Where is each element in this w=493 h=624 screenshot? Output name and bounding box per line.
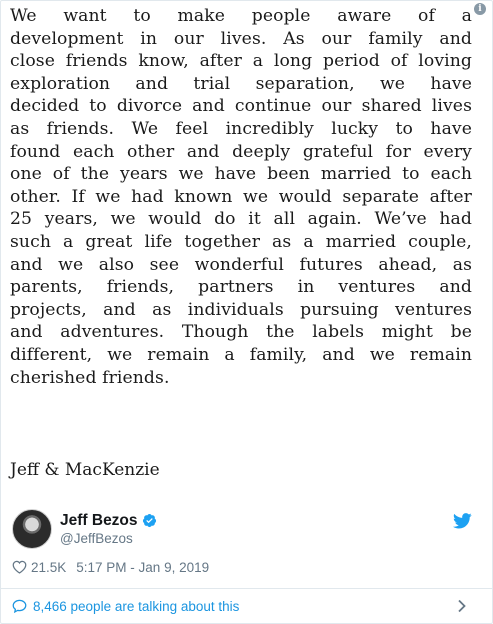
twitter-bird-icon[interactable] xyxy=(453,513,472,529)
statement-line: and adventures. Though the labels might be xyxy=(10,322,472,343)
statement-line: as friends. We feel incredibly lucky to have xyxy=(10,118,472,139)
statement-line: such a great life together as a married couple, xyxy=(10,231,472,252)
statement-line: decided to divorce and continue our shared lives xyxy=(10,96,472,117)
statement-line: development in our lives. As our family and xyxy=(10,28,472,49)
statement-line: exploration and trial separation, we have xyxy=(10,73,472,94)
author-display-name-text: Jeff Bezos xyxy=(60,511,138,529)
tweet-timestamp[interactable]: 5:17 PM - Jan 9, 2019 xyxy=(76,559,210,575)
statement-line: parents, friends, partners in ventures and xyxy=(10,277,472,298)
statement-line: found each other and deeply grateful for every xyxy=(10,141,472,162)
statement-line: close friends know, after a long period of loving xyxy=(10,51,472,72)
tweet-meta xyxy=(12,558,209,576)
statement-line: different, we remain a family, and we remain xyxy=(10,344,472,365)
statement-line: projects, and as individuals pursuing ventures xyxy=(10,299,472,320)
like-count[interactable]: 21.5K xyxy=(31,559,67,575)
conversation-link[interactable] xyxy=(12,597,239,615)
speech-bubble-icon xyxy=(12,599,27,613)
like-heart-icon[interactable] xyxy=(12,560,27,574)
tweet-author[interactable] xyxy=(12,509,157,549)
avatar[interactable] xyxy=(12,509,52,549)
section-divider xyxy=(1,588,492,589)
author-display-name[interactable] xyxy=(60,511,157,530)
statement-line: one of the years we have been married to each xyxy=(10,164,472,185)
statement-line: We want to make people aware of a xyxy=(10,6,472,26)
chevron-right-icon[interactable] xyxy=(457,599,467,613)
conversation-label[interactable]: 8,466 people are talking about this xyxy=(33,598,240,614)
statement-image-text xyxy=(10,5,472,389)
info-icon[interactable]: i xyxy=(474,3,486,15)
statement-line: cherished friends. xyxy=(10,367,170,388)
author-handle[interactable]: @JeffBezos xyxy=(60,530,133,546)
author-names xyxy=(60,511,157,548)
statement-line: 25 years, we would do it all again. We’ve had xyxy=(10,209,472,230)
statement-line: and we also see wonderful futures ahead, as xyxy=(10,254,472,275)
verified-badge-icon xyxy=(142,513,157,528)
statement-signature: Jeff & MacKenzie xyxy=(10,460,160,480)
statement-line: other. If we had known we would separate after xyxy=(10,186,472,207)
